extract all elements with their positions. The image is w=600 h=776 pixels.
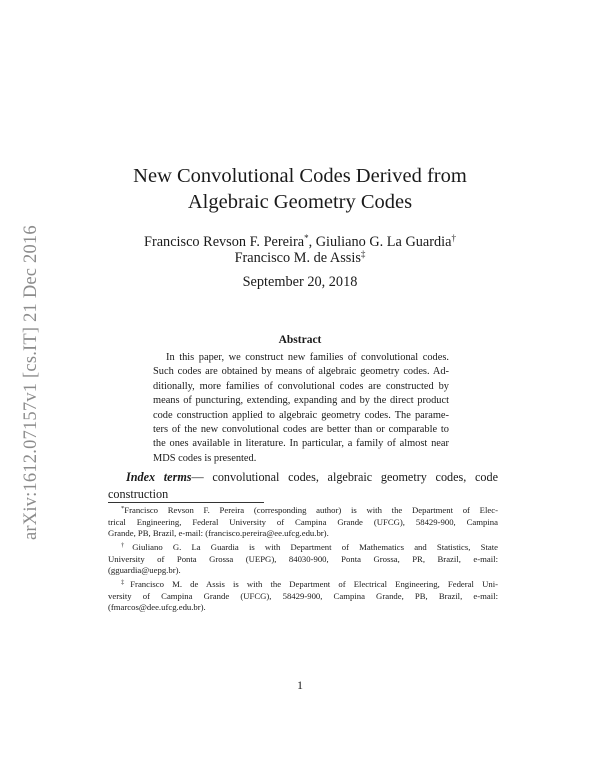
footnote-mark: * — [121, 505, 125, 512]
page-number: 1 — [297, 678, 303, 692]
footnote-line — [108, 542, 498, 554]
footnote-line: versity of Campina Grande (UFCG), 58429-900, Campina Grande, PB, Brazil, e-mail: — [108, 590, 498, 601]
abstract-line: the ones available in literature. In particular, a family of almost near — [153, 438, 449, 450]
footnote-line: (gguardia@uepg.br). — [108, 565, 181, 576]
paper-title-line-2: Algebraic Geometry Codes — [187, 191, 413, 213]
abstract-line: means of puncturing, extending, expanding and by the direct product — [153, 395, 449, 407]
footnote-line: Grande, PB, Brazil, e-mail: (francisco.pereira@ee.ufcg.edu.br). — [108, 528, 329, 539]
footnote-text: Giuliano G. La Guardia is with Department of Mathematics and Statistics, State — [132, 542, 499, 553]
index-terms-line — [108, 469, 498, 486]
index-terms-dash: — — [191, 470, 213, 484]
footnote-line: (fmarcos@dee.ufcg.edu.br). — [108, 602, 206, 613]
abstract-line: Such codes are obtained by means of algebraic geometry codes. Ad- — [153, 366, 449, 378]
footnote-2 — [108, 542, 498, 577]
footnote-mark: ‡ — [121, 579, 131, 587]
author-footnote-mark[interactable]: † — [451, 233, 456, 243]
arxiv-stamp — [14, 186, 48, 540]
author-footnote-mark[interactable]: ‡ — [360, 249, 366, 259]
footnote-divider — [108, 502, 264, 503]
abstract-line: code construction applied to algebraic geometry codes. The parame- — [153, 409, 449, 421]
abstract-line: ditionally, more families of convolutional codes are constructed by — [153, 380, 449, 392]
authors-line-2 — [100, 248, 500, 268]
author-name: Francisco M. de Assis — [234, 250, 361, 266]
arxiv-stamp-text: arXiv:1612.07157v1 [cs.IT] 21 Dec 2016 — [21, 225, 41, 540]
abstract-line: MDS codes is presented. — [153, 452, 257, 464]
index-terms — [108, 469, 498, 503]
index-terms-label: Index terms — [126, 470, 192, 484]
footnote-text: Francisco Revson F. Pereira (corresponding author) is with the Department of Elec- — [124, 505, 498, 515]
index-terms-text: convolutional codes, algebraic geometry codes, code — [212, 470, 498, 484]
publication-date: September 20, 2018 — [242, 274, 358, 290]
footnote-3 — [108, 579, 498, 614]
footnote-mark: † — [121, 542, 133, 550]
paper-title-line-1: New Convolutional Codes Derived from — [133, 165, 467, 187]
footnote-line: trical Engineering, Federal University of Campina Grande (UFCG), 58429-900, Campina — [108, 516, 498, 527]
abstract-heading: Abstract — [278, 334, 322, 346]
index-terms-line: construction — [108, 487, 169, 501]
author-separator: , — [308, 234, 316, 250]
footnotes — [108, 505, 498, 616]
author-footnote-mark[interactable]: * — [304, 233, 309, 243]
footnote-line — [108, 579, 498, 591]
abstract-line: In this paper, we construct new families of convolutional codes. — [166, 352, 449, 363]
abstract-line: ters of the new convolutional codes are better than or comparable to — [153, 424, 449, 436]
footnote-text: Francisco M. de Assis is with the Department of Electrical Engineering, Federal Uni- — [130, 579, 499, 590]
abstract-body — [153, 351, 449, 466]
author-name: Giuliano G. La Guardia — [315, 234, 452, 250]
author-name: Francisco Revson F. Pereira — [144, 234, 305, 250]
footnote-line — [108, 505, 498, 517]
footnote-line: University of Ponta Grossa (UEPG), 84030-900, Ponta Grossa, PR, Brazil, e-mail: — [108, 553, 498, 564]
footnote-1 — [108, 505, 498, 540]
